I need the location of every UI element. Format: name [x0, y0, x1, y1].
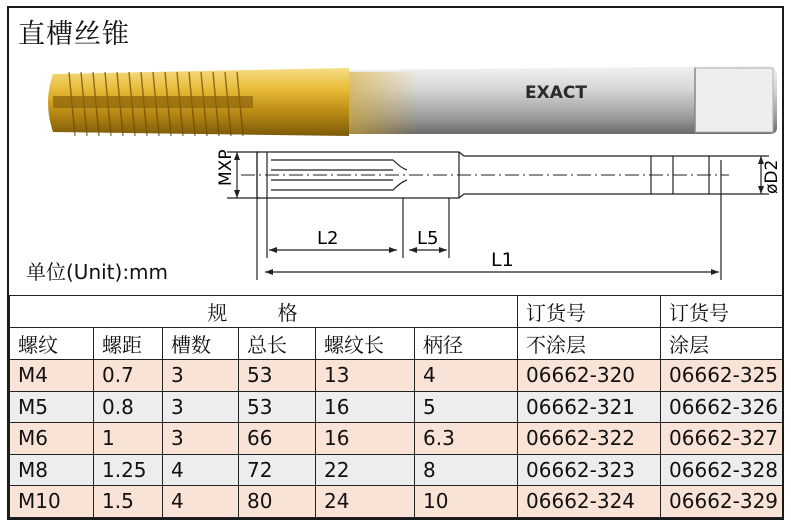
col-shank-diameter: 柄径: [415, 328, 518, 360]
order-uncoated-header-1: 订货号: [518, 296, 661, 328]
cell-thread-length: 24: [316, 486, 415, 518]
table-row: [10, 486, 783, 518]
cell-pitch: 1: [94, 423, 163, 455]
cell-order-uncoated: 06662-323: [518, 454, 661, 486]
cell-flutes: 4: [163, 486, 239, 518]
cell-order-coated: 06662-328: [661, 454, 783, 486]
cell-pitch: 0.8: [94, 391, 163, 423]
cell-order-coated: 06662-325: [661, 360, 783, 392]
cell-order-uncoated: 06662-321: [518, 391, 661, 423]
cell-thread: M8: [10, 454, 94, 486]
cell-shank-diameter: 10: [415, 486, 518, 518]
product-header: [9, 8, 782, 295]
table-column-header: [10, 328, 783, 360]
cell-overall-length: 80: [239, 486, 316, 518]
cell-flutes: 3: [163, 423, 239, 455]
cell-flutes: 4: [163, 454, 239, 486]
unit-label: 单位(Unit):mm: [26, 260, 169, 284]
label-l5: L5: [417, 228, 439, 249]
cell-overall-length: 72: [239, 454, 316, 486]
cell-thread-length: 22: [316, 454, 415, 486]
label-mxp: MXP: [216, 149, 236, 186]
cell-order-uncoated: 06662-322: [518, 423, 661, 455]
cell-flutes: 3: [163, 360, 239, 392]
cell-thread-length: 16: [316, 423, 415, 455]
cell-shank-diameter: 5: [415, 391, 518, 423]
cell-pitch: 1.25: [94, 454, 163, 486]
page-title: 直槽丝锥: [18, 19, 130, 50]
cell-pitch: 1.5: [94, 486, 163, 518]
order-coated-header-2: 涂层: [661, 328, 783, 360]
col-thread: 螺纹: [10, 328, 94, 360]
table-row: [10, 423, 783, 455]
cell-order-coated: 06662-327: [661, 423, 783, 455]
cell-thread: M5: [10, 391, 94, 423]
label-d2: øD2: [762, 159, 782, 194]
cell-shank-diameter: 6.3: [415, 423, 518, 455]
cell-shank-diameter: 4: [415, 360, 518, 392]
cell-flutes: 3: [163, 391, 239, 423]
cell-thread: M10: [10, 486, 94, 518]
cell-thread: M4: [10, 360, 94, 392]
label-l2: L2: [317, 228, 339, 249]
spec-sheet: [7, 6, 784, 520]
col-pitch: 螺距: [94, 328, 163, 360]
table-row: [10, 391, 783, 423]
table-group-header: [10, 296, 783, 328]
label-l1: L1: [491, 249, 514, 271]
cell-thread: M6: [10, 423, 94, 455]
spec-group-header: 规 格: [10, 296, 518, 328]
cell-shank-diameter: 8: [415, 454, 518, 486]
cell-thread-length: 16: [316, 391, 415, 423]
brand-marking: EXACT: [525, 83, 587, 103]
order-uncoated-header-2: 不涂层: [518, 328, 661, 360]
spec-table: [9, 295, 783, 518]
table-row: [10, 454, 783, 486]
col-overall-length: 总长: [239, 328, 316, 360]
cell-overall-length: 66: [239, 423, 316, 455]
col-thread-length: 螺纹长: [316, 328, 415, 360]
cell-overall-length: 53: [239, 391, 316, 423]
table-row: [10, 360, 783, 392]
cell-thread-length: 13: [316, 360, 415, 392]
cell-order-uncoated: 06662-324: [518, 486, 661, 518]
order-coated-header-1: 订货号: [661, 296, 783, 328]
cell-order-uncoated: 06662-320: [518, 360, 661, 392]
cell-overall-length: 53: [239, 360, 316, 392]
cell-order-coated: 06662-329: [661, 486, 783, 518]
cell-pitch: 0.7: [94, 360, 163, 392]
col-flutes: 槽数: [163, 328, 239, 360]
cell-order-coated: 06662-326: [661, 391, 783, 423]
